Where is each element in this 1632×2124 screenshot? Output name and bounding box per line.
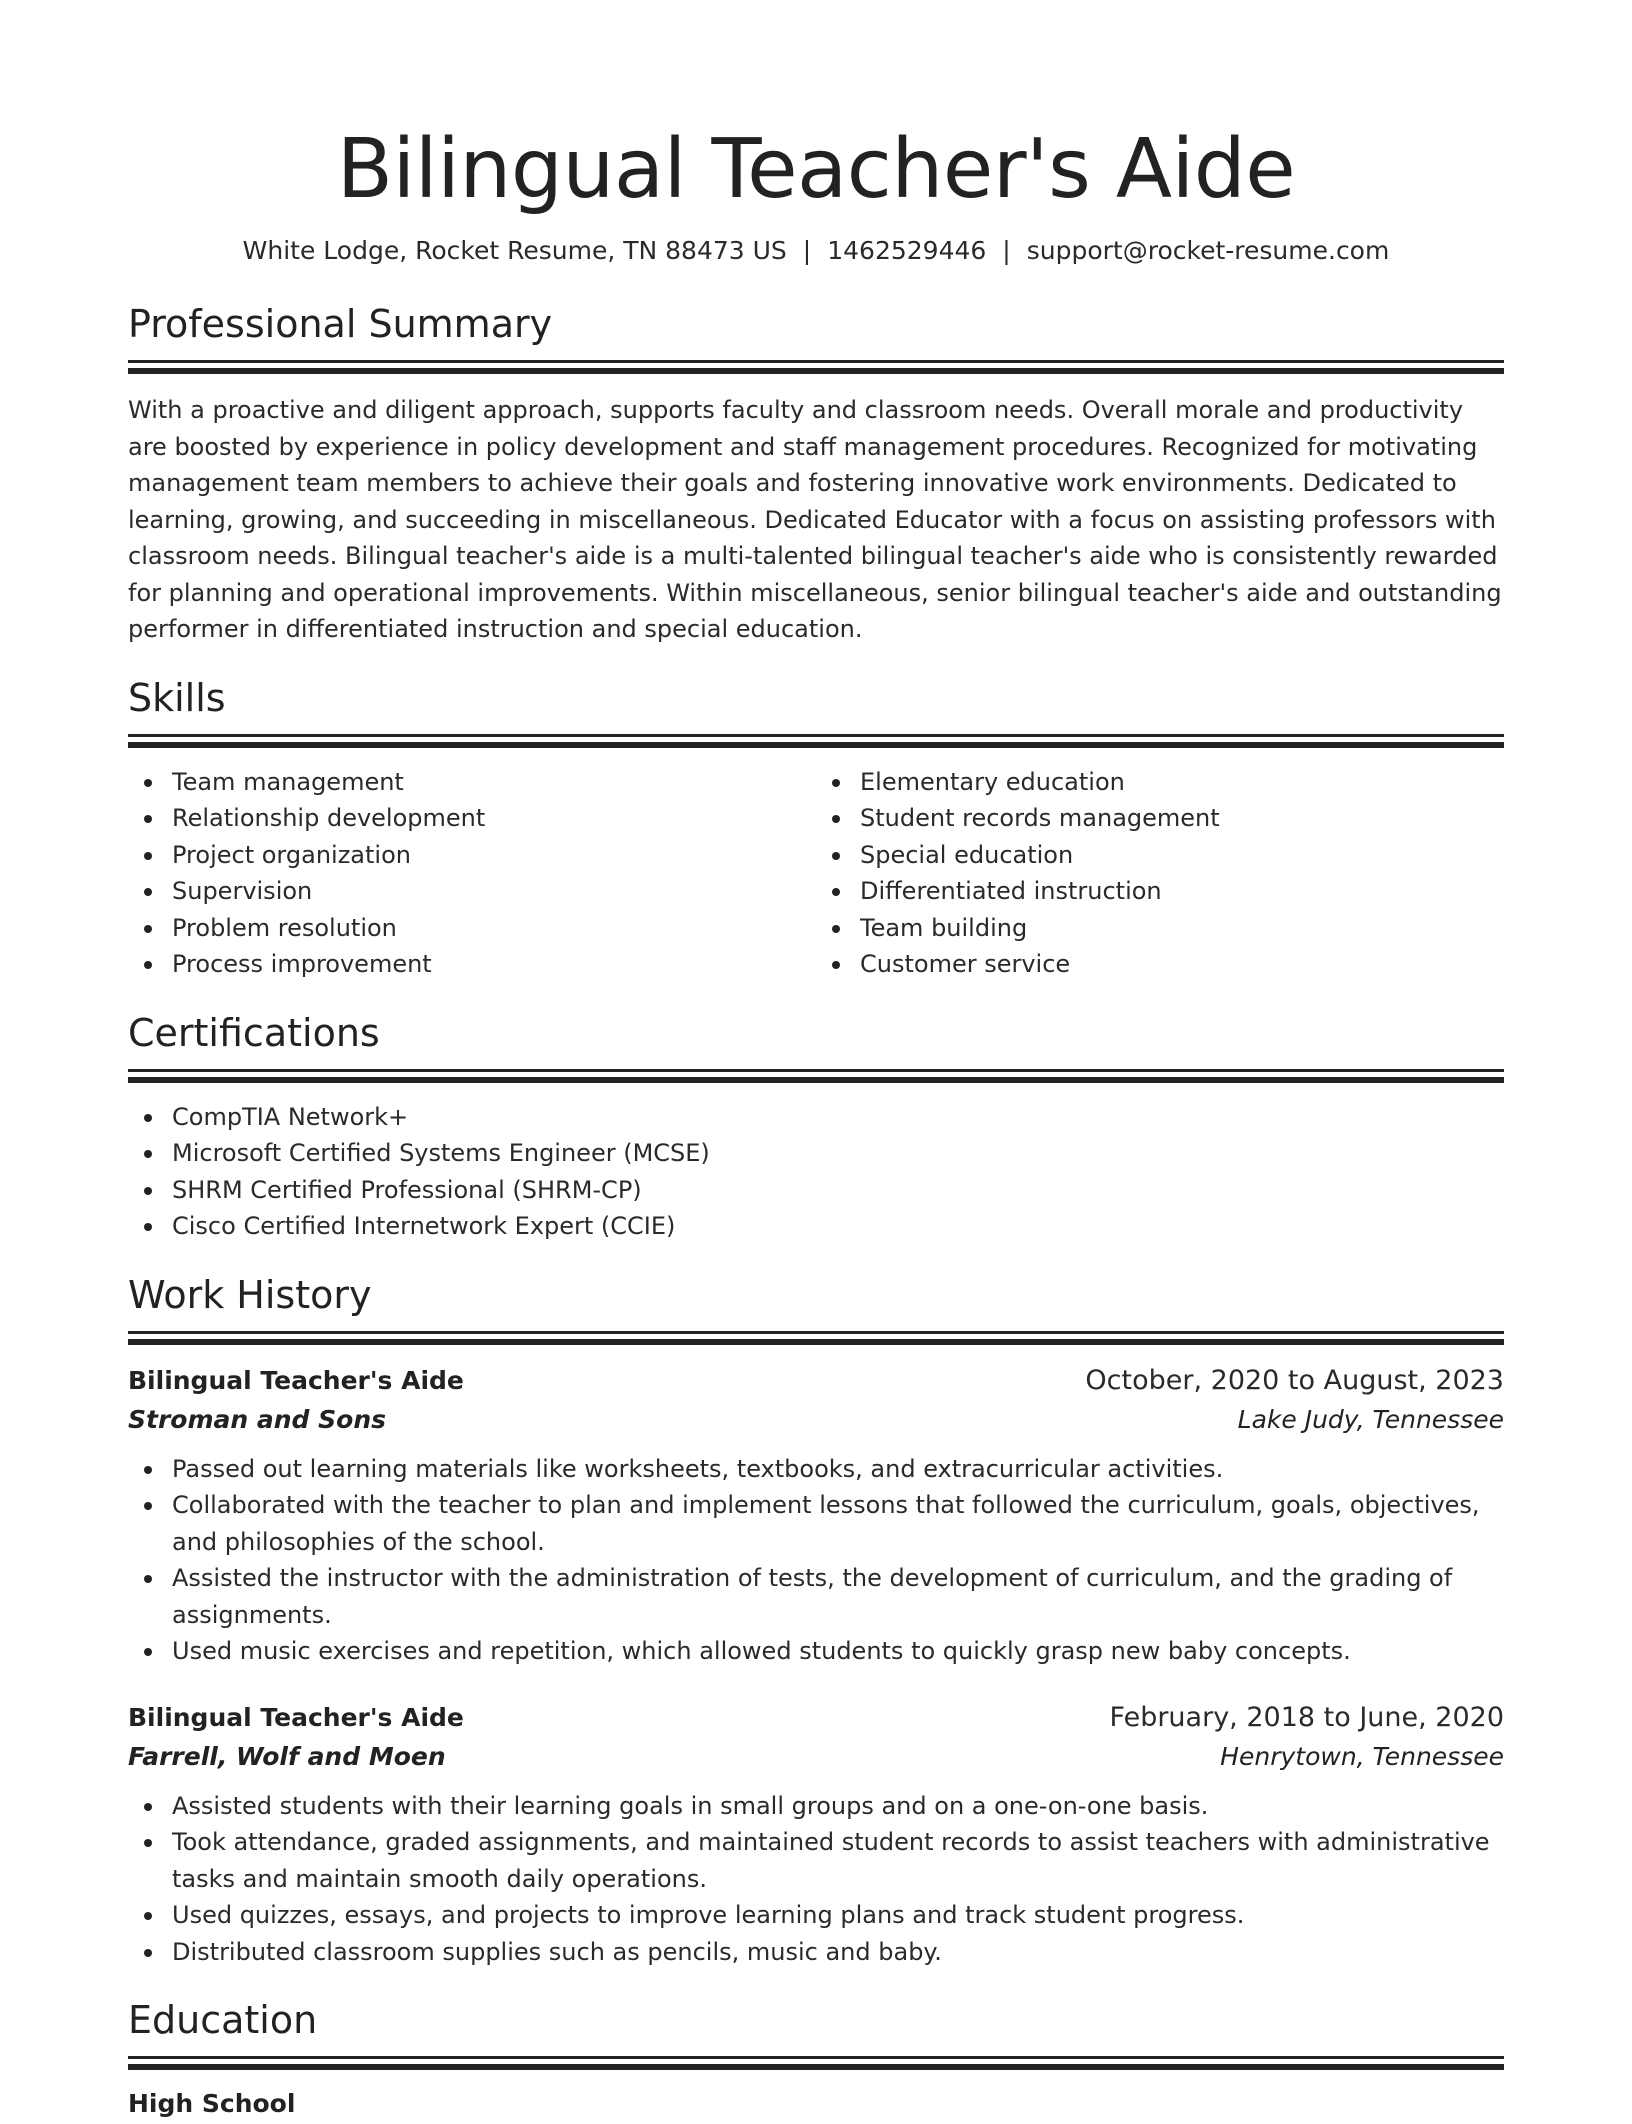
section-rule	[128, 1069, 1504, 1072]
certifications-list	[128, 1099, 1504, 1245]
section-rule-thick	[128, 1339, 1504, 1345]
job-entry	[128, 1361, 1504, 1670]
section-title-education: Education	[128, 1998, 318, 2042]
job-location: Henrytown, Tennessee	[1220, 1741, 1504, 1771]
section-rule	[128, 734, 1504, 737]
skill-item: Special education	[860, 837, 1504, 874]
skills-list-right	[816, 764, 1504, 983]
job-entry	[128, 1698, 1504, 1971]
section-rule	[128, 2056, 1504, 2059]
job-company: Stroman and Sons	[128, 1404, 387, 1434]
job-bullet: Assisted the instructor with the administration of tests, the development of curriculum, and the grading of assignments.	[172, 1560, 1504, 1633]
job-dates: February, 2018 to June, 2020	[1109, 1701, 1504, 1733]
section-title-certifications: Certifications	[128, 1010, 380, 1055]
job-bullet: Passed out learning materials like worksheets, textbooks, and extracurricular activities.	[172, 1451, 1504, 1488]
section-rule	[128, 1331, 1504, 1334]
job-bullet: Assisted students with their learning goals in small groups and on a one-on-one basis.	[172, 1788, 1504, 1825]
job-title: Bilingual Teacher's Aide	[128, 1365, 464, 1395]
contact-phone: 1462529446	[827, 236, 987, 265]
work-history-section	[128, 1271, 1504, 1971]
skill-item: Problem resolution	[172, 910, 816, 947]
job-header	[128, 1698, 1504, 1738]
job-bullets	[128, 1788, 1504, 1971]
certification-item: Microsoft Certified Systems Engineer (MCSE)	[172, 1135, 1504, 1172]
summary-text: With a proactive and diligent approach, supports faculty and classroom needs. Overall morale and productivity are boosted by experience in policy development and staff management procedures. Recognized for motivating management team members to achieve their goals and fostering innovative work environments. Dedicated to learning, growing, and succeeding in miscellaneous. Dedicated Educator with a focus on assisting professors with classroom needs. Bilingual teacher's aide is a multi-talented bilingual teacher's aide who is consistently rewarded for planning and operational improvements. Within miscellaneous, senior bilingual teacher's aide and outstanding performer in differentiated instruction and special education.	[128, 396, 1502, 643]
contact-line	[128, 234, 1504, 268]
skill-item: Team management	[172, 764, 816, 801]
skill-item: Differentiated instruction	[860, 873, 1504, 910]
job-bullet: Distributed classroom supplies such as pencils, music and baby.	[172, 1934, 1504, 1971]
education-section	[128, 1996, 1504, 2124]
skills-grid	[128, 748, 1504, 983]
section-title-summary: Professional Summary	[128, 302, 553, 346]
skills-section	[128, 674, 1504, 983]
education-entry: High School	[128, 2089, 296, 2118]
section-rule-thick	[128, 368, 1504, 374]
summary-section	[128, 300, 1504, 648]
section-rule	[128, 360, 1504, 363]
resume-page	[128, 0, 1504, 2124]
candidate-name: Bilingual Teacher's Aide	[336, 122, 1296, 217]
section-title-skills: Skills	[128, 675, 226, 720]
skill-item: Project organization	[172, 837, 816, 874]
job-bullet: Took attendance, graded assignments, and maintained student records to assist teachers with administrative tasks and maintain smooth daily operations.	[172, 1824, 1504, 1897]
job-dates: October, 2020 to August, 2023	[1085, 1364, 1504, 1396]
contact-separator: |	[802, 236, 812, 265]
section-rule-thick	[128, 2064, 1504, 2070]
job-company: Farrell, Wolf and Moen	[128, 1741, 446, 1771]
skill-item: Process improvement	[172, 946, 816, 983]
contact-email: support@rocket-resume.com	[1026, 236, 1390, 265]
job-bullet: Used music exercises and repetition, which allowed students to quickly grasp new baby concepts.	[172, 1633, 1504, 1670]
skill-item: Customer service	[860, 946, 1504, 983]
job-bullets	[128, 1451, 1504, 1670]
resume-header	[128, 0, 1504, 268]
section-title-work-history: Work History	[128, 1272, 372, 1317]
skills-list-left	[128, 764, 816, 983]
certifications-section	[128, 1009, 1504, 1245]
contact-separator: |	[1002, 236, 1011, 265]
job-title: Bilingual Teacher's Aide	[128, 1702, 464, 1732]
job-bullet: Collaborated with the teacher to plan and implement lessons that followed the curriculum, goals, objectives, and philosophies of the school.	[172, 1487, 1504, 1560]
certification-item: CompTIA Network+	[172, 1099, 1504, 1136]
skill-item: Team building	[860, 910, 1504, 947]
certification-item: Cisco Certified Internetwork Expert (CCIE)	[172, 1208, 1504, 1245]
job-location: Lake Judy, Tennessee	[1237, 1404, 1504, 1434]
job-header	[128, 1361, 1504, 1401]
job-bullet: Used quizzes, essays, and projects to improve learning plans and track student progress.	[172, 1897, 1504, 1934]
skill-item: Student records management	[860, 800, 1504, 837]
job-subheader	[128, 1738, 1504, 1776]
skill-item: Elementary education	[860, 764, 1504, 801]
job-subheader	[128, 1401, 1504, 1439]
contact-address: White Lodge, Rocket Resume, TN 88473 US	[242, 236, 787, 265]
certification-item: SHRM Certified Professional (SHRM-CP)	[172, 1172, 1504, 1209]
section-rule-thick	[128, 1077, 1504, 1083]
skill-item: Supervision	[172, 873, 816, 910]
skill-item: Relationship development	[172, 800, 816, 837]
